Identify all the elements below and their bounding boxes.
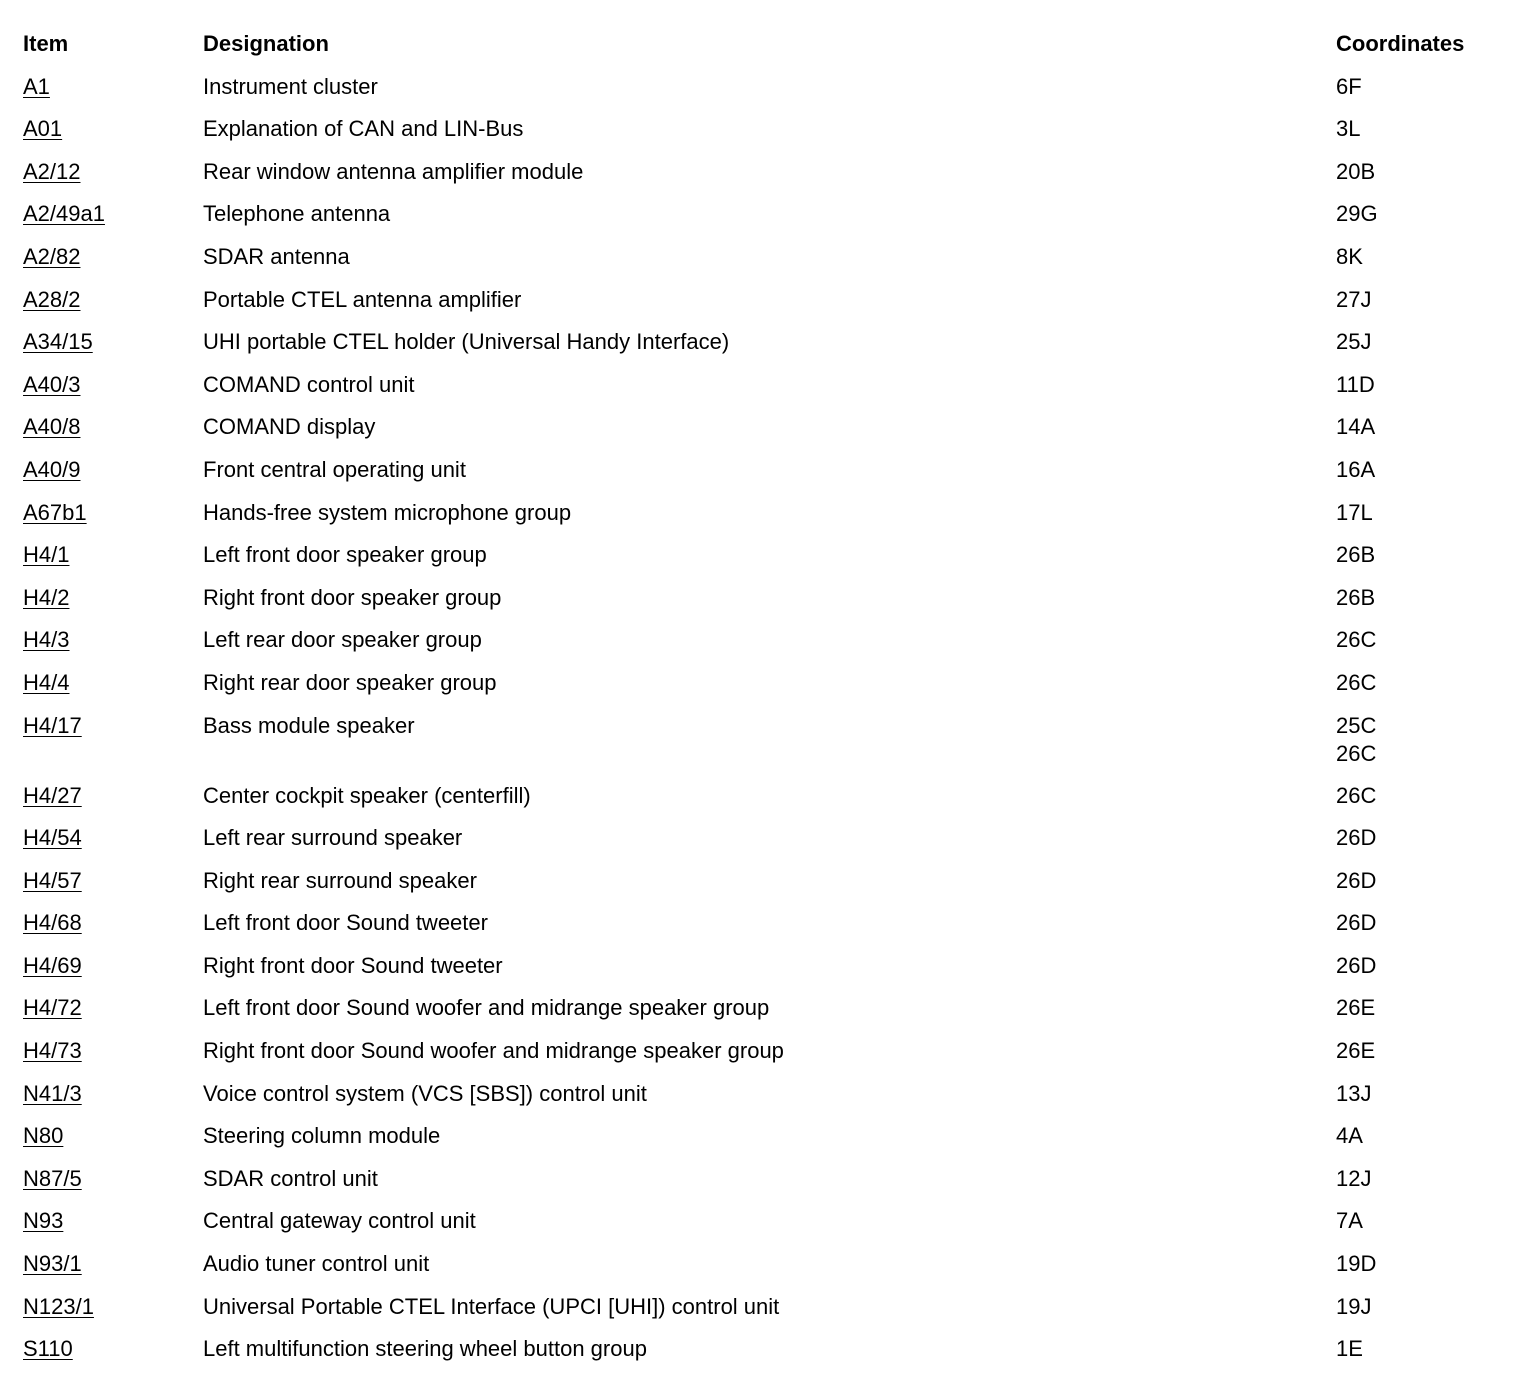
coordinates-cell: 26C bbox=[1336, 627, 1377, 653]
item-cell bbox=[23, 949, 82, 983]
item-link[interactable]: H4/17 bbox=[23, 712, 82, 738]
designation-cell: Left front door Sound woofer and midrange speaker group bbox=[203, 995, 770, 1021]
table-row bbox=[23, 1119, 1503, 1162]
item-cell bbox=[23, 709, 82, 743]
designation-cell: Left front door speaker group bbox=[203, 542, 487, 568]
coordinates-cell: 27J bbox=[1336, 286, 1372, 312]
item-link[interactable]: A01 bbox=[23, 116, 63, 142]
item-cell bbox=[23, 1204, 63, 1238]
designation-cell: COMAND control unit bbox=[203, 371, 415, 397]
table-row bbox=[23, 496, 1503, 539]
table-row bbox=[23, 1247, 1503, 1290]
item-cell bbox=[23, 666, 69, 700]
item-cell bbox=[23, 581, 69, 615]
item-cell bbox=[23, 283, 81, 317]
item-link[interactable]: S110 bbox=[23, 1336, 73, 1362]
designation-cell: Right front door Sound woofer and midrange speaker group bbox=[203, 1038, 784, 1064]
table-row bbox=[23, 240, 1503, 283]
header-designation: Designation bbox=[203, 31, 329, 56]
table-row bbox=[23, 821, 1503, 864]
designation-cell: Explanation of CAN and LIN-Bus bbox=[203, 116, 524, 142]
designation-cell: Instrument cluster bbox=[203, 73, 378, 99]
item-cell bbox=[23, 623, 69, 657]
item-cell bbox=[23, 864, 82, 898]
item-cell bbox=[23, 453, 81, 487]
table-row bbox=[23, 623, 1503, 666]
designation-cell: SDAR control unit bbox=[203, 1165, 378, 1191]
coordinate-value: 26C bbox=[1336, 740, 1377, 766]
coordinates-cell: 11D bbox=[1336, 371, 1375, 397]
table-row bbox=[23, 1290, 1503, 1333]
table-row bbox=[23, 538, 1503, 581]
item-link[interactable]: H4/73 bbox=[23, 1038, 82, 1064]
coordinates-cell: 12J bbox=[1336, 1165, 1372, 1191]
item-link[interactable]: A2/82 bbox=[23, 243, 81, 269]
designation-cell: Right front door speaker group bbox=[203, 584, 502, 610]
coordinates-cell: 19J bbox=[1336, 1293, 1372, 1319]
item-cell bbox=[23, 368, 81, 402]
designation-cell: Left multifunction steering wheel button group bbox=[203, 1336, 647, 1362]
item-link[interactable]: N87/5 bbox=[23, 1165, 82, 1191]
table-row bbox=[23, 864, 1503, 907]
designation-cell: COMAND display bbox=[203, 414, 376, 440]
designation-cell: Steering column module bbox=[203, 1123, 441, 1149]
item-cell bbox=[23, 197, 105, 231]
coordinates-cell: 13J bbox=[1336, 1080, 1372, 1106]
item-link[interactable]: H4/57 bbox=[23, 867, 82, 893]
item-link[interactable]: A40/8 bbox=[23, 414, 81, 440]
item-link[interactable]: A1 bbox=[23, 73, 50, 99]
table-row bbox=[23, 112, 1503, 155]
coordinates-cell: 26D bbox=[1336, 867, 1377, 893]
coordinates-cell: 26B bbox=[1336, 542, 1376, 568]
item-cell bbox=[23, 991, 82, 1025]
designation-cell: Central gateway control unit bbox=[203, 1208, 476, 1234]
item-link[interactable]: H4/1 bbox=[23, 542, 70, 568]
item-cell bbox=[23, 821, 82, 855]
table-row bbox=[23, 155, 1503, 198]
table-row bbox=[23, 906, 1503, 949]
table-row bbox=[23, 991, 1503, 1034]
designation-cell: Rear window antenna amplifier module bbox=[203, 158, 584, 184]
table-row bbox=[23, 410, 1503, 453]
designation-cell: Left front door Sound tweeter bbox=[203, 910, 488, 936]
coordinates-cell: 29G bbox=[1336, 201, 1378, 227]
coordinates-cell: 16A bbox=[1336, 456, 1376, 482]
coordinates-cell: 14A bbox=[1336, 414, 1376, 440]
table-row bbox=[23, 709, 1503, 779]
item-cell bbox=[23, 70, 50, 104]
item-link[interactable]: H4/72 bbox=[23, 995, 82, 1021]
coordinates-cell: 26D bbox=[1336, 952, 1377, 978]
table-row bbox=[23, 581, 1503, 624]
designation-cell: Portable CTEL antenna amplifier bbox=[203, 286, 522, 312]
item-link[interactable]: A34/15 bbox=[23, 329, 93, 355]
item-cell bbox=[23, 155, 81, 189]
item-link[interactable]: A28/2 bbox=[23, 286, 81, 312]
item-link[interactable]: H4/69 bbox=[23, 952, 82, 978]
item-cell bbox=[23, 1332, 73, 1366]
item-cell bbox=[23, 906, 82, 940]
table-row bbox=[23, 1034, 1503, 1077]
designation-cell: Front central operating unit bbox=[203, 456, 466, 482]
designation-cell: Telephone antenna bbox=[203, 201, 391, 227]
coordinates-cell: 26D bbox=[1336, 825, 1377, 851]
designation-cell: Left rear surround speaker bbox=[203, 825, 463, 851]
table-row bbox=[23, 779, 1503, 822]
table-row bbox=[23, 1332, 1503, 1375]
header-item: Item bbox=[23, 31, 69, 56]
designation-cell: Bass module speaker bbox=[203, 712, 415, 738]
designation-cell: SDAR antenna bbox=[203, 243, 350, 269]
item-cell bbox=[23, 1034, 82, 1068]
coordinates-cell: 26C bbox=[1336, 669, 1377, 695]
item-link[interactable]: A2/49a1 bbox=[23, 201, 105, 227]
item-cell bbox=[23, 1247, 82, 1281]
item-cell bbox=[23, 538, 69, 572]
table-row bbox=[23, 325, 1503, 368]
item-link[interactable]: N123/1 bbox=[23, 1293, 94, 1319]
item-cell bbox=[23, 779, 82, 813]
item-link[interactable]: A40/3 bbox=[23, 371, 81, 397]
item-link[interactable]: N93/1 bbox=[23, 1251, 82, 1277]
coordinates-cell: 25J bbox=[1336, 329, 1372, 355]
table-body bbox=[23, 70, 1503, 1375]
designation-cell: Voice control system (VCS [SBS]) control unit bbox=[203, 1080, 647, 1106]
item-link[interactable]: A67b1 bbox=[23, 499, 87, 525]
item-link[interactable]: A2/12 bbox=[23, 158, 81, 184]
table-row bbox=[23, 949, 1503, 992]
header-coordinates: Coordinates bbox=[1336, 31, 1465, 56]
coordinates-cell: 4A bbox=[1336, 1123, 1363, 1149]
item-link[interactable]: H4/2 bbox=[23, 584, 70, 610]
table-row bbox=[23, 1077, 1503, 1120]
coordinates-cell: 26E bbox=[1336, 1038, 1376, 1064]
coordinates-cell: 7A bbox=[1336, 1208, 1363, 1234]
designation-cell: UHI portable CTEL holder (Universal Handy Interface) bbox=[203, 329, 730, 355]
component-legend-table bbox=[23, 27, 1503, 1375]
item-cell bbox=[23, 1290, 94, 1324]
item-cell bbox=[23, 240, 81, 274]
coordinates-cell: 26D bbox=[1336, 910, 1377, 936]
table-row bbox=[23, 1204, 1503, 1247]
item-cell bbox=[23, 112, 62, 146]
item-cell bbox=[23, 1162, 82, 1196]
coordinates-cell: 26C bbox=[1336, 782, 1377, 808]
coordinates-cell: 1E bbox=[1336, 1336, 1363, 1362]
table-row bbox=[23, 368, 1503, 411]
coordinates-cell: 20B bbox=[1336, 158, 1376, 184]
item-link[interactable]: H4/27 bbox=[23, 782, 82, 808]
table-row bbox=[23, 666, 1503, 709]
table-row bbox=[23, 197, 1503, 240]
coordinates-cell: 17L bbox=[1336, 499, 1373, 525]
item-cell bbox=[23, 1119, 63, 1153]
item-link[interactable]: H4/68 bbox=[23, 910, 82, 936]
designation-cell: Hands-free system microphone group bbox=[203, 499, 572, 525]
item-link[interactable]: N41/3 bbox=[23, 1080, 82, 1106]
designation-cell: Right front door Sound tweeter bbox=[203, 952, 503, 978]
item-link[interactable]: N93 bbox=[23, 1208, 64, 1234]
coordinates-cell: 3L bbox=[1336, 116, 1361, 142]
coordinates-cell: 26E bbox=[1336, 995, 1376, 1021]
item-cell bbox=[23, 410, 81, 444]
table-header-row bbox=[23, 27, 1503, 70]
designation-cell: Left rear door speaker group bbox=[203, 627, 482, 653]
designation-cell: Center cockpit speaker (centerfill) bbox=[203, 782, 531, 808]
table-row bbox=[23, 453, 1503, 496]
item-link[interactable]: H4/54 bbox=[23, 825, 82, 851]
designation-cell: Universal Portable CTEL Interface (UPCI [UHI]) control unit bbox=[203, 1293, 780, 1319]
designation-cell: Right rear door speaker group bbox=[203, 669, 497, 695]
item-link[interactable]: H4/4 bbox=[23, 669, 70, 695]
table-row bbox=[23, 1162, 1503, 1205]
designation-cell: Audio tuner control unit bbox=[203, 1251, 430, 1277]
item-cell bbox=[23, 496, 87, 530]
table-row bbox=[23, 283, 1503, 326]
designation-cell: Right rear surround speaker bbox=[203, 867, 477, 893]
coordinates-cell: 8K bbox=[1336, 243, 1363, 269]
item-link[interactable]: A40/9 bbox=[23, 456, 81, 482]
table-row bbox=[23, 70, 1503, 113]
coordinates-cell: 19D bbox=[1336, 1251, 1377, 1277]
item-link[interactable]: N80 bbox=[23, 1123, 64, 1149]
coordinates-cell: 26B bbox=[1336, 584, 1376, 610]
coordinates-cell: 6F bbox=[1336, 73, 1362, 99]
coordinates-cell bbox=[1336, 709, 1376, 768]
coordinate-value: 25C bbox=[1336, 712, 1377, 738]
item-cell bbox=[23, 325, 93, 359]
item-link[interactable]: H4/3 bbox=[23, 627, 70, 653]
item-cell bbox=[23, 1077, 82, 1111]
